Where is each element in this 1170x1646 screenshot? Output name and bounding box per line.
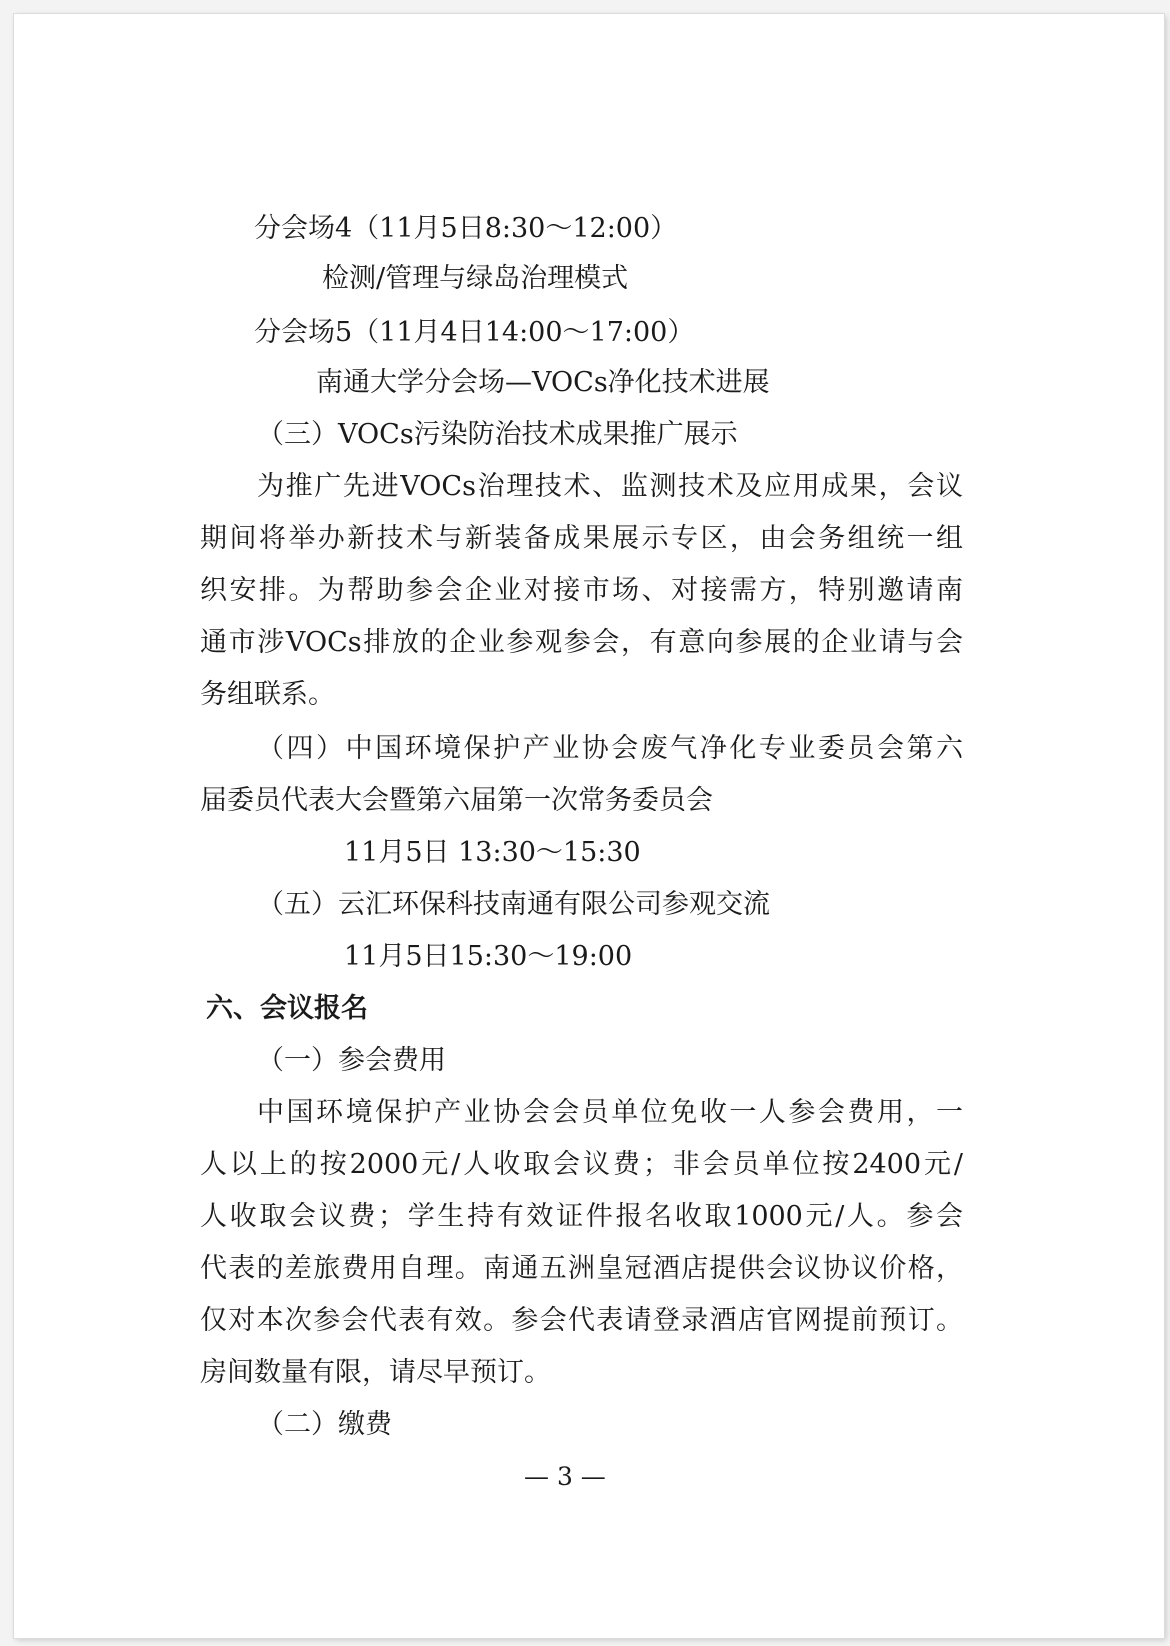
- fees-paragraph-line-3: 人收取会议费；学生持有效证件报名收取1000元/人。参会: [200, 1201, 963, 1232]
- session-5-topic: 南通大学分会场—VOCs净化技术进展: [316, 367, 770, 398]
- section-3-paragraph-line-4: 通市涉VOCs排放的企业参观参会，有意向参展的企业请与会: [200, 627, 963, 658]
- fees-paragraph-line-1: 中国环境保护产业协会会员单位免收一人参会费用，一: [257, 1097, 963, 1128]
- fees-paragraph-line-2: 人以上的按2000元/人收取会议费；非会员单位按2400元/: [200, 1149, 963, 1180]
- subsection-payment-heading: （二）缴费: [257, 1409, 392, 1440]
- section-3-paragraph-line-3: 织安排。为帮助参会企业对接市场、对接需方，特别邀请南: [200, 575, 963, 606]
- section-4-time: 11月5日 13:30～15:30: [344, 837, 641, 868]
- section-5-time: 11月5日15:30～19:00: [344, 941, 633, 972]
- section-3-paragraph-line-2: 期间将举办新技术与新装备成果展示专区，由会务组统一组: [200, 523, 963, 554]
- section-4-heading-line-1: （四）中国环境保护产业协会废气净化专业委员会第六: [257, 733, 963, 764]
- section-5-heading: （五）云汇环保科技南通有限公司参观交流: [257, 889, 770, 920]
- session-5-time: 分会场5（11月4日14:00～17:00）: [254, 317, 695, 348]
- session-4-time: 分会场4（11月5日8:30～12:00）: [254, 213, 678, 244]
- fees-paragraph-line-5: 仅对本次参会代表有效。参会代表请登录酒店官网提前预订。: [200, 1305, 963, 1336]
- subsection-fees-heading: （一）参会费用: [257, 1045, 446, 1076]
- section-3-heading: （三）VOCs污染防治技术成果推广展示: [257, 419, 738, 450]
- section-3-paragraph-line-5: 务组联系。: [200, 679, 335, 710]
- fees-paragraph-line-4: 代表的差旅费用自理。南通五洲皇冠酒店提供会议协议价格，: [200, 1253, 963, 1284]
- page-number: — 3 —: [524, 1462, 606, 1491]
- section-3-paragraph-line-1: 为推广先进VOCs治理技术、监测技术及应用成果，会议: [257, 471, 963, 502]
- chapter-6-heading: 六、会议报名: [206, 993, 368, 1024]
- session-4-topic: 检测/管理与绿岛治理模式: [322, 263, 629, 294]
- fees-paragraph-line-6: 房间数量有限，请尽早预订。: [200, 1357, 551, 1388]
- document-page: [14, 14, 1164, 1638]
- section-4-heading-line-2: 届委员代表大会暨第六届第一次常务委员会: [200, 785, 713, 816]
